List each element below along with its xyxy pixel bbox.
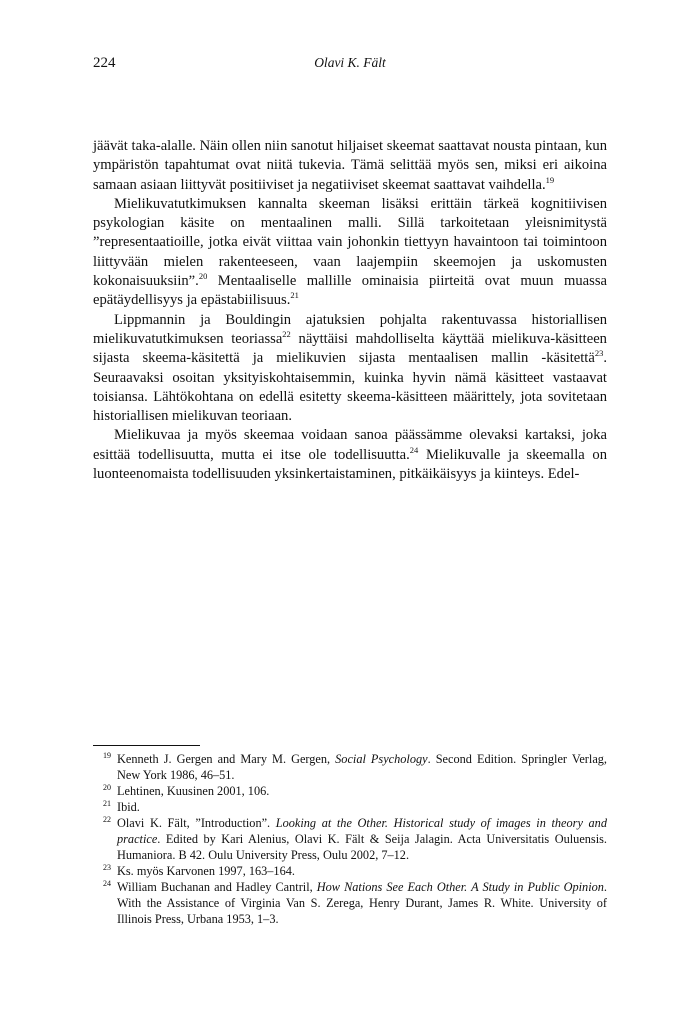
- footnote-ref[interactable]: 21: [290, 290, 299, 301]
- footnote-number: 24: [103, 879, 111, 888]
- paragraph-text: Mentaaliselle mallille ominaisia piirteitä ovat muun muassa epätäydellisyys ja epästabiilisuus.: [93, 273, 607, 309]
- footnote-rule: [93, 745, 200, 746]
- paragraph-1: [93, 137, 607, 195]
- paragraph-text: näyttäisi mahdolliselta käyttää mielikuva-käsitteen sijasta skeema-käsitettä ja mielikuvien sijasta mentaalisen mallin -käsitettä: [93, 330, 607, 367]
- page-number: 224: [93, 55, 116, 71]
- footnote-text: . With the Assistance of Virginia Van S. Zerega, Henry Durant, James R. White. University of Illinois Press, Urbana 1953, 1–3.: [117, 880, 607, 926]
- footnote-22: [93, 815, 607, 863]
- footnote-24: [93, 879, 607, 927]
- footnote-20: [93, 783, 607, 799]
- footnote-ref[interactable]: 23: [594, 348, 604, 359]
- paragraph-text: Mielikuvalle ja skeemalla on luonteenomaista todellisuuden yksinkertaistaminen, pitkäikäisyys ja kiinteys. Edel-: [93, 446, 607, 483]
- footnote-number: 22: [103, 815, 111, 824]
- footnote-number: 19: [103, 751, 111, 760]
- footnote-ref[interactable]: 24: [409, 444, 419, 455]
- footnote-ref[interactable]: 22: [282, 329, 291, 340]
- footnote-number: 21: [103, 799, 111, 808]
- footnote-text: Ibid.: [117, 800, 140, 814]
- footnote-text: William Buchanan and Hadley Cantril,: [117, 880, 317, 894]
- footnote-title: Looking at the Other. Historical study of images in theory and practice: [117, 816, 607, 846]
- footnote-number: 20: [103, 783, 111, 792]
- paragraph-4: [93, 426, 607, 484]
- footnote-21: [93, 799, 607, 815]
- footnote-title: How Nations See Each Other. A Study in Public Opinion: [316, 880, 604, 894]
- footnote-text: . Second Edition. Springler Verlag, New York 1986, 46–51.: [117, 752, 607, 782]
- footnote-text: . Edited by Kari Alenius, Olavi K. Fält & Seija Jalagin. Acta Universitatis Ouluensis. Humaniora. B 42. Oulu University Press, Oulu 2002, 7–12.: [117, 832, 607, 862]
- footnote-19: [93, 751, 607, 783]
- paragraph-2: [93, 195, 607, 311]
- footnote-23: [93, 863, 607, 879]
- paragraph-text: jäävät taka-alalle. Näin ollen niin sanotut hiljaiset skeemat saattavat nousta pintaan, kun ympäristön tapahtumat ovat niitä tukevia. Tämä selittää myös sen, miksi eri aikoina samaan asiaan liittyvät positiiviset ja negatiiviset skeemat saattavat vaihdella.: [93, 138, 607, 193]
- footnote-text: Lehtinen, Kuusinen 2001, 106.: [117, 784, 270, 798]
- footnote-text: Olavi K. Fält, ”Introduction”.: [117, 816, 276, 830]
- body-text: [93, 137, 607, 484]
- footnote-number: 23: [103, 863, 111, 872]
- footnote-text: Kenneth J. Gergen and Mary M. Gergen,: [117, 752, 336, 766]
- footnote-title: Social Psychology: [335, 752, 428, 766]
- paragraph-text: . Seuraavaksi osoitan yksityiskohtaisemmin, kuinka hyvin nämä käsitteet vastaavat toisiansa. Lähtökohtana on edellä esitetty skeema-käsitteen määrittely, jota sovitetaan historiallisen mielikuvan teoriaan.: [93, 350, 607, 425]
- paragraph-3: [93, 311, 607, 427]
- running-head: Olavi K. Fält: [314, 55, 386, 70]
- paragraph-text: Lippmannin ja Bouldingin ajatuksien pohjalta rakentuvassa historiallisen mielikuvatutkimuksen teoriassa: [93, 311, 607, 347]
- footnote-ref[interactable]: 19: [545, 174, 555, 185]
- footnote-text: Ks. myös Karvonen 1997, 163–164.: [117, 864, 295, 878]
- paragraph-text: Mielikuvaa ja myös skeemaa voidaan sanoa päässämme olevaksi kartaksi, joka esittää todellisuutta, mutta ei itse ole todellisuutta.: [93, 427, 607, 463]
- footnotes: [93, 751, 607, 927]
- paragraph-text: Mielikuvatutkimuksen kannalta skeeman lisäksi erittäin tärkeä kognitiivisen psykologian käsite on mentaalinen malli. Sillä tarkoitetaan yleisnimitystä ”representaatioille, jotka eivät viittaa vain johonkin tiettyyn havaintoon tai toimintoon liittyvään mielen rakenteeseen, vaan laajempiin skeemojen ja uskomusten kokonaisuuksiin”.: [93, 195, 607, 290]
- footnote-ref[interactable]: 20: [198, 271, 208, 282]
